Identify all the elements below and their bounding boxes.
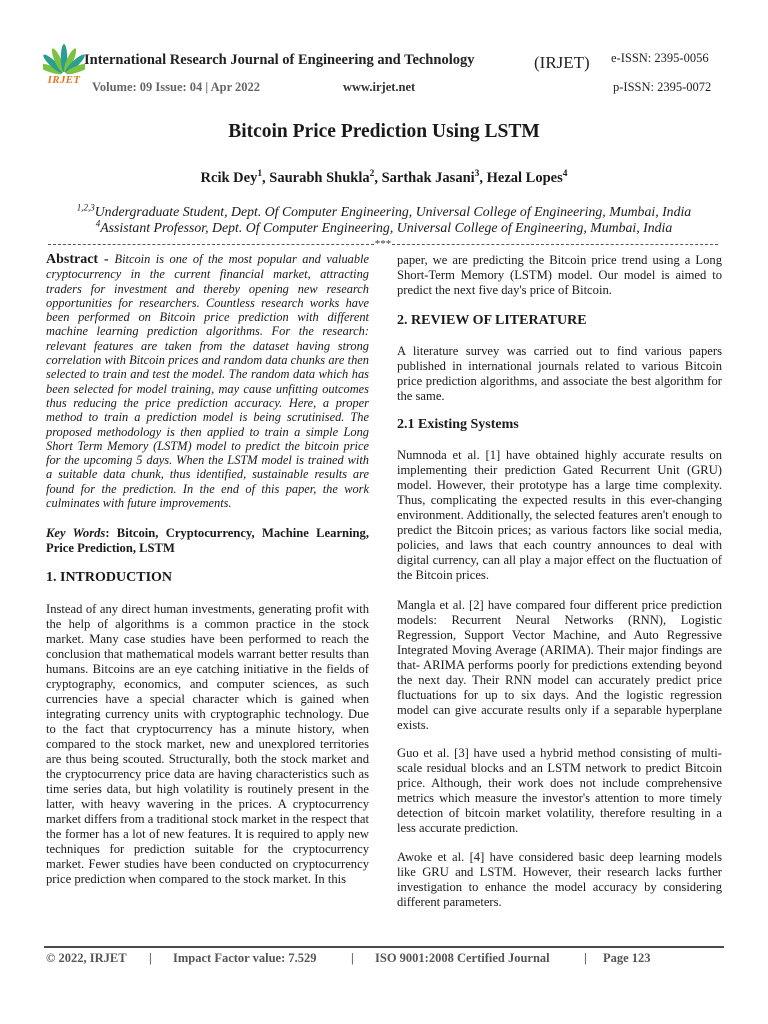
subsection-heading-existing-systems: 2.1 Existing Systems bbox=[397, 417, 519, 432]
volume-issue: Volume: 09 Issue: 04 | Apr 2022 bbox=[92, 80, 261, 94]
section-heading-review: 2. REVIEW OF LITERATURE bbox=[397, 313, 587, 328]
keywords-text: : Bitcoin, Cryptocurrency, Machine Learning, Price Prediction, LSTM bbox=[46, 526, 369, 556]
existing-systems-paragraph: Mangla et al. [2] have compared four different price prediction models: Recurrent Neural Networks (RNN), Logistic Regression, Support Vector Machine, and Auto Regressive Integrated Moving Average (ARIMA). Their major findings are that- ARIMA performs poorly for predictions extending beyond the next day. Their RNN model can accurately predict price fluctuations for up to six days. And the logistic regression model can give accurate results only if a separable hyperplane exists. bbox=[397, 598, 722, 732]
abstract-label: Abstract - bbox=[46, 252, 115, 267]
footer-impact-factor: Impact Factor value: 7.529 bbox=[173, 951, 317, 965]
footer-rule bbox=[44, 946, 724, 948]
affiliation-mark: 4 bbox=[95, 218, 101, 229]
affiliation-line bbox=[0, 204, 768, 220]
left-column bbox=[46, 252, 369, 887]
divider-dash-right bbox=[392, 244, 718, 245]
author-separator: , bbox=[479, 170, 487, 186]
affiliation-text: Assistant Professor, Dept. Of Computer Engineering, Universal College of Engineering, Mumbai, India bbox=[100, 220, 673, 235]
divider-dash-left bbox=[48, 244, 374, 245]
paper-title: Bitcoin Price Prediction Using LSTM bbox=[228, 121, 540, 142]
footer-page-number: Page 123 bbox=[603, 951, 651, 965]
author-name: Rcik Dey bbox=[200, 170, 258, 186]
author-affiliation-mark: 2 bbox=[369, 169, 375, 180]
e-issn: e-ISSN: 2395-0056 bbox=[611, 51, 709, 65]
footer-separator: | bbox=[149, 951, 152, 965]
author-separator: , bbox=[374, 170, 382, 186]
author-affiliation-mark: 3 bbox=[474, 169, 480, 180]
author-name: Sarthak Jasani bbox=[381, 170, 475, 186]
review-paragraph: A literature survey was carried out to find various papers published in international journals related to various Bitcoin price prediction algorithms, and associate the best algorithm for the same. bbox=[397, 344, 722, 403]
footer-copyright: © 2022, IRJET bbox=[46, 951, 127, 965]
author-separator: , bbox=[262, 170, 270, 186]
keywords-label: Key Words bbox=[46, 526, 106, 541]
existing-systems-paragraph: Numnoda et al. [1] have obtained highly accurate results on implementing their prediction Gated Recurrent Unit (GRU) model. However, their prototype has a large time complexity. Thus, complicating the expected results in this ever-changing environment. Additionally, the selected features aren't enough to predict the Bitcoin prices; as various factors like social media, policies, and laws that each country announces to deal with digital currency, can all play a major effect on the fluctuation of the Bitcoin prices. bbox=[397, 448, 722, 582]
introduction-paragraph: Instead of any direct human investments, generating profit with the help of algorithms is a common practice in the stock market. Many case studies have been performed to reach the conclusion that mathematical models warrant better results than humans. Bitcoins are an eye catching initiative in the fields of cryptography, economics, and computer sciences, as such currencies have a special character which is gained when integrating currency units with cryptographic technology. Due to the fact that cryptocurrency has a minute history, when compared to the stock market, new and unexplored territories are thus being scouted. Structurally, both the stock market and the cryptocurrency price data are having characteristics such as time series data, but high volatility is routinely present in the latter, with heavy wavering in the prices. A cryptocurrency market differs from a traditional stock market in the respect that the former has a lot of new features. It is required to apply new techniques for prediction suitable for the cryptocurrency market. Fewer studies have been conducted on cryptocurrency price prediction when compared to the stock market. In this bbox=[46, 602, 369, 887]
logo-wordmark: IRJET bbox=[47, 74, 81, 86]
divider-mark: *** bbox=[374, 238, 392, 250]
abstract bbox=[46, 252, 369, 510]
author-name: Hezal Lopes bbox=[486, 170, 563, 186]
footer-separator: | bbox=[584, 951, 587, 965]
journal-abbreviation: (IRJET) bbox=[534, 53, 590, 72]
section-divider bbox=[48, 238, 718, 250]
keywords bbox=[46, 526, 369, 556]
existing-systems-paragraph: Awoke et al. [4] have considered basic deep learning models like GRU and LSTM. However, their research lacks further investigation to enhance the model accuracy by considering different parameters. bbox=[397, 850, 722, 909]
footer-separator: | bbox=[351, 951, 354, 965]
author-name: Saurabh Shukla bbox=[269, 170, 370, 186]
existing-systems-paragraph: Guo et al. [3] have used a hybrid method consisting of multi-scale residual blocks and an LSTM network to predict Bitcoin price. Although, their work does not include comprehensive metrics which measure the investor's attention to more timely detection of bitcoin market volatility, therefore resulting in a less accurate prediction. bbox=[397, 746, 722, 835]
journal-name: International Research Journal of Engineering and Technology bbox=[84, 52, 475, 68]
right-column bbox=[397, 252, 722, 910]
affiliation-text: Undergraduate Student, Dept. Of Computer Engineering, Universal College of Engineering, Mumbai, India bbox=[94, 204, 692, 219]
affiliation-line bbox=[0, 220, 768, 236]
author-list bbox=[0, 170, 768, 187]
author-affiliation-mark: 4 bbox=[562, 169, 568, 180]
introduction-continued-paragraph: paper, we are predicting the Bitcoin price trend using a Long Short-Term Memory (LSTM) model. Our model is aimed to predict the next five day's price of Bitcoin. bbox=[397, 253, 722, 297]
footer-iso-certification: ISO 9001:2008 Certified Journal bbox=[375, 951, 550, 965]
p-issn: p-ISSN: 2395-0072 bbox=[613, 80, 712, 94]
journal-website: www.irjet.net bbox=[343, 80, 416, 94]
author-affiliation-mark: 1 bbox=[257, 169, 263, 180]
leaf-fan-icon bbox=[43, 42, 85, 76]
section-heading-introduction: 1. INTRODUCTION bbox=[46, 570, 173, 586]
irjet-logo bbox=[43, 42, 85, 92]
affiliation-mark: 1,2,3 bbox=[76, 202, 95, 213]
abstract-text: Bitcoin is one of the most popular and valuable cryptocurrency in the current financial market, attracting traders for investment and thereby opening new research opportunities for researchers. Countless research works have been performed on Bitcoin price prediction with different machine learning prediction algorithms. For the research: relevant features are taken from the dataset having strong correlation with Bitcoin prices and random data chunks are then selected to train and test the model. The random data which has been selected for model training, may cause unfitting outcomes thus reducing the price prediction accuracy. Here, a proper method to train a prediction model is being scrutinised. The proposed methodology is then applied to train a simple Long Short Term Memory (LSTM) model to predict the bitcoin price for the upcoming 5 days. When the LSTM model is trained with a suitable data chunk, thus identified, sustainable results are found for the prediction. In the end of this paper, the work culminates with future improvements. bbox=[46, 252, 369, 511]
